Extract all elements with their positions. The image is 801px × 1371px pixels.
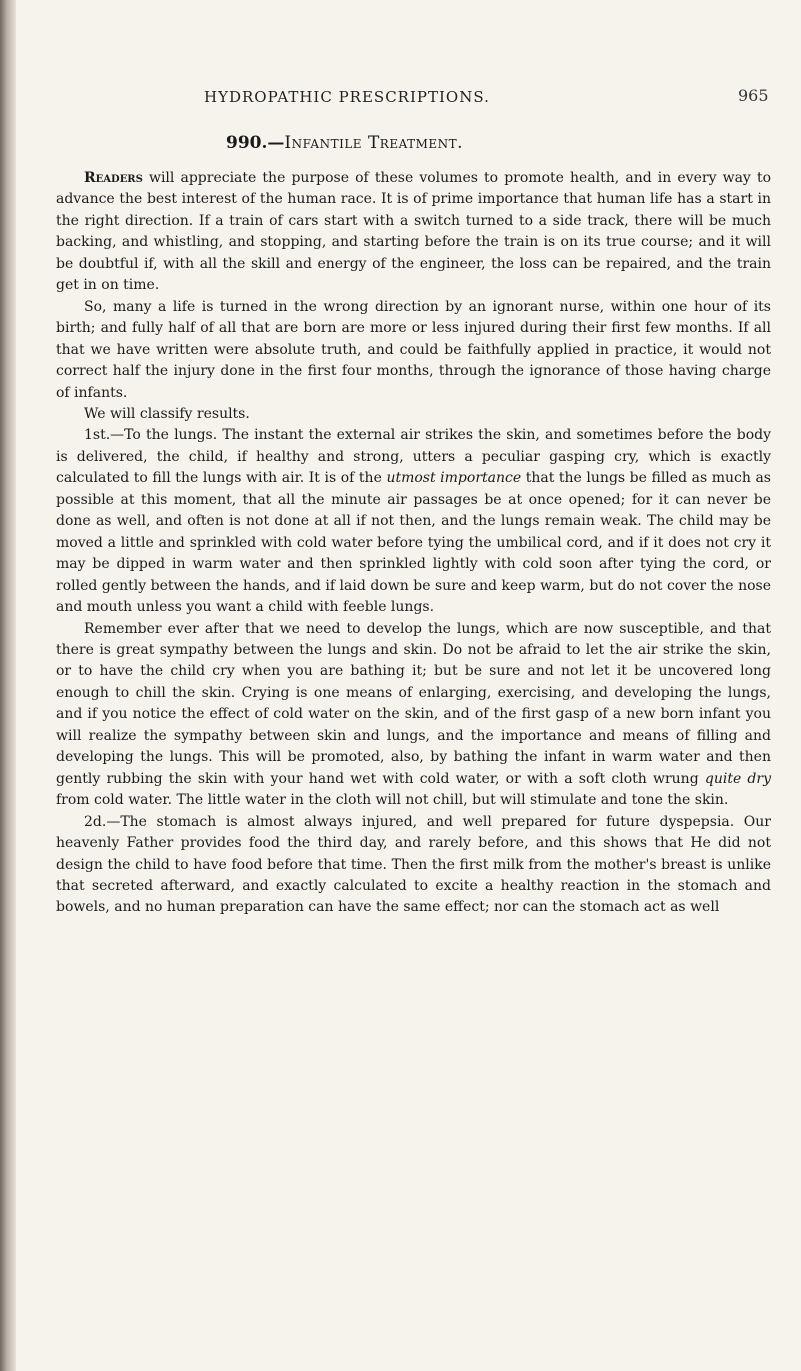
paragraph-text: 1st.—To the lungs. The instant the external air strikes the skin, and sometimes before the body is delivered, the child, if healthy and strong, utters a peculiar gasping cry, which is exactly calculated to fill the lungs with air. It is of the bbox=[56, 427, 771, 487]
section-title: Infantile Treatment. bbox=[284, 133, 464, 153]
section-number: 990. bbox=[226, 133, 268, 153]
page-number: 965 bbox=[738, 86, 769, 105]
paragraph: 2d.—The stomach is almost always injured, and well prepared for future dyspepsia. Our heavenly Father provides food the third day, and rarely before, and this shows that He did not design the child to have food before that time. Then the first milk from the mother's breast is unlike that secreted afterward, and exactly calculated to excite a healthy reaction in the stomach and bowels, and no human preparation can have the same effect; nor can the stomach act as well bbox=[56, 813, 771, 916]
running-header: HYDROPATHIC PRESCRIPTIONS. bbox=[204, 88, 490, 106]
paragraph bbox=[56, 168, 771, 297]
section-dash: — bbox=[267, 133, 285, 153]
paragraph-text: from cold water. The little water in the cloth will not chill, but will stimulate and tone the skin. bbox=[56, 792, 729, 809]
paragraph-lead: Readers bbox=[84, 170, 143, 186]
paragraph bbox=[56, 425, 771, 618]
emphasis: quite dry bbox=[704, 770, 771, 787]
body-text bbox=[56, 168, 771, 919]
paragraph-text: Remember ever after that we need to develop the lungs, which are now susceptible, and that there is great sympathy between the lungs and skin. Do not be afraid to let the air strike the skin, or to have the child cry when you are bathing it; but be sure and not let it be uncovered long enough to chill the skin. Crying is one means of enlarging, exercising, and developing the lungs, and if you notice the effect of cold water on the skin, and of the first gasp of a new born infant you will realize the sympathy between skin and lungs, and the importance and means of filling and developing the lungs. This will be promoted, also, by bathing the infant in warm water and then gently rubbing the skin with your hand wet with cold water, or with a soft cloth wrung bbox=[56, 620, 771, 787]
paragraph bbox=[56, 619, 771, 812]
paragraph-text: will appreciate the purpose of these volumes to promote health, and in every way to advance the best interest of the human race. It is of prime importance that human life has a start in the right direction. If a train of cars start with a switch turned to a side track, there will be much backing, and whistling, and stopping, and starting before the train is on its true course; and it will be doubtful if, with all the skill and energy of the engineer, the loss can be repaired, and the train get in on time. bbox=[56, 170, 771, 294]
emphasis: utmost importance bbox=[386, 470, 522, 487]
binding-edge bbox=[0, 0, 16, 1371]
paragraph-text: that the lungs be filled as much as possible at this moment, that all the minute air passages be at once opened; for it can never be done as well, and often is not done at all if not then, and the lungs remain weak. The child may be moved a little and sprinkled with cold water before tying the umbilical cord, and if it does not cry it may be dipped in warm water and then sprinkled lightly with cold soon after tying the cord, or rolled gently between the hands, and if laid down be sure and keep warm, but do not cover the nose and mouth unless you want a child with feeble lungs. bbox=[56, 470, 771, 616]
paragraph: We will classify results. bbox=[84, 405, 250, 422]
section-heading bbox=[226, 133, 463, 153]
paragraph: So, many a life is turned in the wrong direction by an ignorant nurse, within one hour of its birth; and fully half of all that are born are more or less injured during their first few months. If all that we have written were absolute truth, and could be faithfully applied in practice, it would not correct half the injury done in the first four months, through the ignorance of those having charge of infants. bbox=[56, 298, 771, 401]
